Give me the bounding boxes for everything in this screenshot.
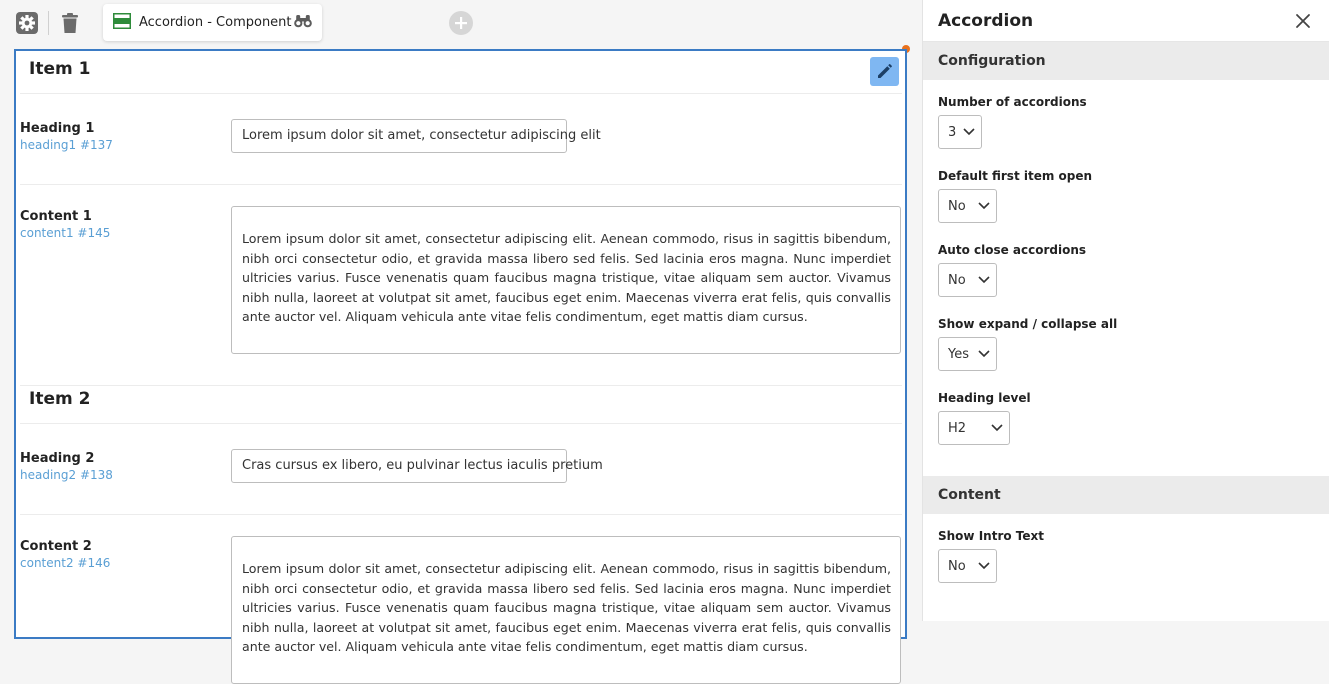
item-title: Item 1 (29, 59, 91, 79)
show-expand-collapse-label: Show expand / collapse all (938, 317, 1118, 331)
edit-button[interactable] (870, 57, 899, 86)
divider (20, 423, 902, 424)
editor-toolbar (16, 4, 322, 41)
component-icon (113, 13, 131, 33)
content-section-header[interactable]: Content (923, 476, 1329, 514)
select-value: No (948, 272, 966, 288)
chevron-down-icon (978, 350, 990, 358)
show-intro-select[interactable] (938, 549, 997, 583)
chevron-down-icon (963, 128, 975, 136)
close-icon[interactable] (1293, 11, 1313, 31)
heading-input[interactable]: Cras cursus ex libero, eu pulvinar lectus iaculis pretium (231, 449, 567, 483)
field-label: Content 2 (20, 539, 92, 554)
select-value: No (948, 198, 966, 214)
tab-label: Accordion - Component (139, 15, 292, 30)
show-expand-collapse-select[interactable] (938, 337, 997, 371)
chevron-down-icon (991, 424, 1003, 432)
trash-icon[interactable] (59, 12, 81, 34)
chevron-down-icon (978, 276, 990, 284)
configuration-section (923, 80, 1329, 476)
chevron-down-icon (978, 562, 990, 570)
item-title: Item 2 (29, 389, 91, 409)
show-intro-label: Show Intro Text (938, 529, 1044, 543)
content-textarea[interactable]: Lorem ipsum dolor sit amet, consectetur adipiscing elit. Aenean commodo, risus in sagittis bibendum, nibh orci consectetur odio, et gravida massa libero sed felis. Sed lacinia eros magna. Nunc imperdiet ultricies varius. Fusce venenatis quam faucibus magna tristique, vitae aliquam sem auctor. Vivamus nibh nulla, laoreet at volutpat sit amet, faucibus eget enim. Maecenas viverra erat felis, quis convallis ante auctor vel. Aliquam vehicula ante vitae felis condimentum, eget mattis diam cursus. (231, 206, 901, 354)
default-first-open-select[interactable] (938, 189, 997, 223)
field-reference: heading1 #137 (20, 138, 113, 152)
field-label: Heading 2 (20, 451, 95, 466)
num-accordions-select[interactable] (938, 115, 982, 149)
pencil-icon (877, 64, 892, 79)
divider (20, 514, 902, 515)
auto-close-select[interactable] (938, 263, 997, 297)
panel-header (923, 0, 1329, 42)
component-canvas (14, 49, 907, 654)
select-value: 3 (948, 124, 957, 140)
heading-level-label: Heading level (938, 391, 1031, 405)
select-value: H2 (948, 420, 967, 436)
divider (20, 385, 902, 386)
add-component-button[interactable] (449, 11, 473, 35)
heading-level-select[interactable] (938, 411, 1010, 445)
gear-icon[interactable] (16, 12, 38, 34)
select-value: No (948, 558, 966, 574)
field-reference: heading2 #138 (20, 468, 113, 482)
chevron-down-icon (978, 202, 990, 210)
default-first-open-label: Default first item open (938, 169, 1093, 183)
field-label: Content 1 (20, 209, 92, 224)
component-tab[interactable] (103, 4, 322, 41)
content-section (923, 514, 1329, 597)
auto-close-label: Auto close accordions (938, 243, 1087, 257)
select-value: Yes (948, 346, 969, 362)
heading-input[interactable]: Lorem ipsum dolor sit amet, consectetur adipiscing elit (231, 119, 567, 153)
divider (20, 93, 902, 94)
field-reference: content2 #146 (20, 556, 111, 570)
field-label: Heading 1 (20, 121, 95, 136)
binoculars-icon[interactable] (294, 13, 312, 32)
panel-title: Accordion (938, 10, 1034, 31)
content-textarea[interactable]: Lorem ipsum dolor sit amet, consectetur adipiscing elit. Aenean commodo, risus in sagittis bibendum, nibh orci consectetur odio, et gravida massa libero sed felis. Sed lacinia eros magna. Nunc imperdiet ultricies varius. Fusce venenatis quam faucibus magna tristique, vitae aliquam sem auctor. Vivamus nibh nulla, laoreet at volutpat sit amet, faucibus eget enim. Maecenas viverra erat felis, quis convallis ante auctor vel. Aliquam vehicula ante vitae felis condimentum, eget mattis diam cursus. (231, 536, 901, 684)
configuration-section-header[interactable]: Configuration (923, 42, 1329, 80)
toolbar-divider (48, 11, 49, 35)
divider (20, 184, 902, 185)
plus-icon (455, 17, 467, 29)
num-accordions-label: Number of accordions (938, 95, 1087, 109)
properties-panel (922, 0, 1329, 621)
field-reference: content1 #145 (20, 226, 111, 240)
